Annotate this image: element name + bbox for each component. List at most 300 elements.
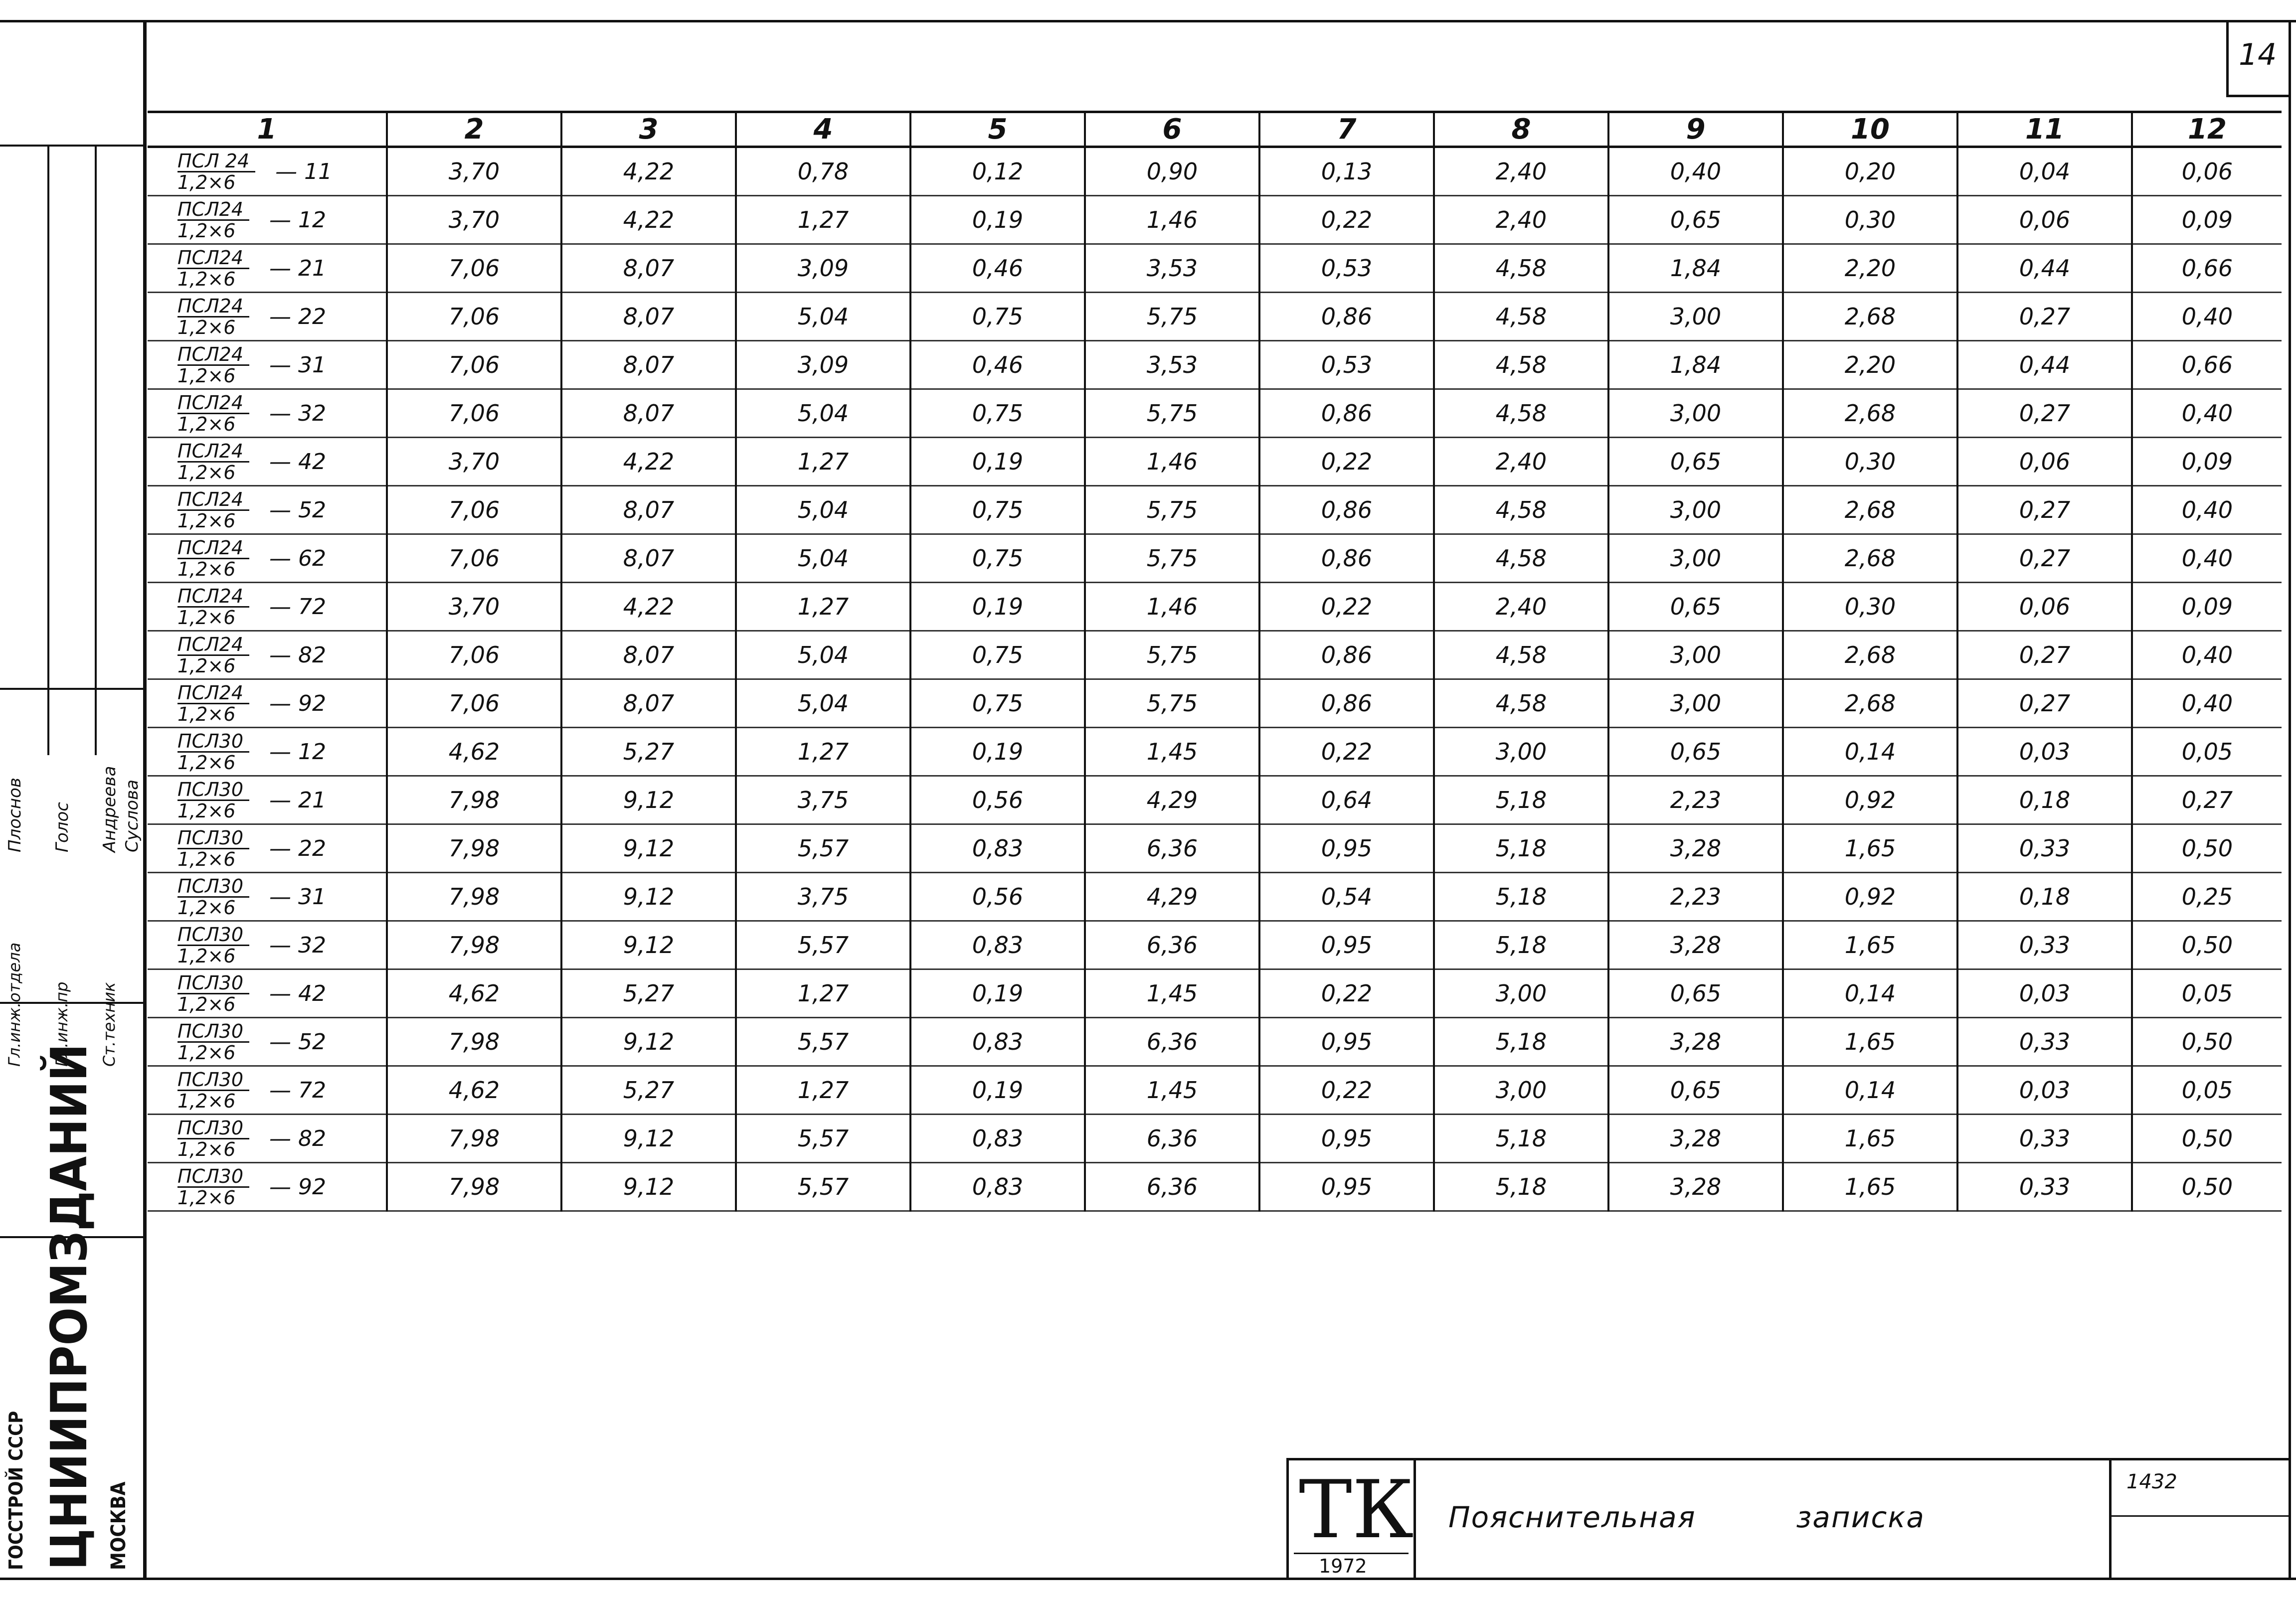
- frame-right-border: [2289, 20, 2291, 1580]
- mark-suffix: — 32: [269, 400, 327, 426]
- mark-label: [148, 780, 386, 821]
- mark-size: 1,2×6: [177, 1186, 236, 1209]
- mark-cell: [148, 921, 387, 969]
- mark-size: 1,2×6: [177, 800, 236, 822]
- value-cell: 3,00: [1434, 969, 1608, 1018]
- mark-type: ПСЛ24: [177, 683, 249, 704]
- value-cell: 0,19: [910, 438, 1085, 486]
- stamp-name-1: Плоснов: [5, 778, 25, 852]
- value-cell: 0,86: [1259, 293, 1434, 341]
- value-cell: 7,98: [387, 873, 561, 921]
- value-cell: 0,86: [1259, 486, 1434, 534]
- mark-label: [148, 635, 386, 676]
- value-cell: 0,46: [910, 341, 1085, 389]
- approval-stamp: [0, 145, 143, 1578]
- mark-suffix: — 92: [269, 1174, 327, 1200]
- value-cell: 7,06: [387, 341, 561, 389]
- value-cell: 4,58: [1434, 631, 1608, 679]
- mark-type: ПСЛ30: [177, 1070, 249, 1091]
- mark-cell: [148, 196, 387, 244]
- value-cell: 2,20: [1783, 244, 1957, 293]
- table-row: [148, 969, 2282, 1018]
- mark-type: ПСЛ24: [177, 296, 249, 318]
- value-cell: 5,57: [736, 921, 910, 969]
- value-cell: 3,75: [736, 873, 910, 921]
- value-cell: 0,40: [2132, 293, 2282, 341]
- mark-fraction: [177, 296, 249, 337]
- mark-type: ПСЛ24: [177, 489, 249, 511]
- mark-label: [148, 393, 386, 434]
- value-cell: 0,75: [910, 389, 1085, 438]
- value-cell: 0,30: [1783, 196, 1957, 244]
- value-cell: 7,06: [387, 679, 561, 728]
- mark-fraction: [177, 683, 249, 724]
- column-header: 4: [736, 112, 910, 147]
- value-cell: 4,58: [1434, 486, 1608, 534]
- mark-fraction: [177, 876, 249, 918]
- value-cell: 0,22: [1259, 1066, 1434, 1115]
- mark-suffix: — 62: [269, 545, 327, 571]
- table-row: [148, 583, 2282, 631]
- value-cell: 8,07: [561, 486, 736, 534]
- value-cell: 4,58: [1434, 534, 1608, 583]
- value-cell: 4,29: [1085, 776, 1259, 824]
- table-row: [148, 824, 2282, 873]
- value-cell: 0,19: [910, 969, 1085, 1018]
- value-cell: 3,70: [387, 438, 561, 486]
- value-cell: 7,98: [387, 921, 561, 969]
- stamp-divider: [0, 688, 143, 690]
- value-cell: 0,95: [1259, 1163, 1434, 1211]
- table-row: [148, 341, 2282, 389]
- value-cell: 0,06: [1957, 196, 2132, 244]
- stamp-divider: [0, 145, 143, 147]
- value-cell: 0,33: [1957, 1115, 2132, 1163]
- value-cell: 0,75: [910, 486, 1085, 534]
- value-cell: 7,06: [387, 244, 561, 293]
- mark-size: 1,2×6: [177, 606, 236, 629]
- value-cell: 0,53: [1259, 244, 1434, 293]
- value-cell: 4,22: [561, 196, 736, 244]
- value-cell: 0,05: [2132, 728, 2282, 776]
- mark-suffix: — 21: [269, 255, 327, 281]
- mark-suffix: — 22: [269, 835, 327, 861]
- value-cell: 5,27: [561, 728, 736, 776]
- series-mark: ТК: [1299, 1463, 1414, 1556]
- value-cell: 0,92: [1783, 873, 1957, 921]
- mark-type: ПСЛ24: [177, 393, 249, 414]
- value-cell: 0,13: [1259, 147, 1434, 196]
- value-cell: 0,86: [1259, 389, 1434, 438]
- value-cell: 3,00: [1608, 631, 1783, 679]
- stamp-name-3: Андреева: [100, 766, 120, 852]
- value-cell: 0,83: [910, 1018, 1085, 1066]
- column-header: 9: [1608, 112, 1783, 147]
- stamp-name-4: Суслова: [122, 780, 142, 852]
- table-row: [148, 244, 2282, 293]
- value-cell: 6,36: [1085, 824, 1259, 873]
- value-cell: 4,62: [387, 728, 561, 776]
- value-cell: 4,58: [1434, 679, 1608, 728]
- value-cell: 5,18: [1434, 921, 1608, 969]
- mark-label: [148, 151, 386, 192]
- value-cell: 0,75: [910, 679, 1085, 728]
- table-row: [148, 486, 2282, 534]
- mark-size: 1,2×6: [177, 945, 236, 967]
- column-header: 10: [1783, 112, 1957, 147]
- value-cell: 4,22: [561, 438, 736, 486]
- mark-label: [148, 683, 386, 724]
- column-header: 8: [1434, 112, 1608, 147]
- value-cell: 0,66: [2132, 244, 2282, 293]
- value-cell: 8,07: [561, 341, 736, 389]
- mark-suffix: — 52: [269, 497, 327, 523]
- frame-left-border: [143, 20, 147, 1580]
- value-cell: 5,18: [1434, 873, 1608, 921]
- value-cell: 0,27: [1957, 486, 2132, 534]
- value-cell: 2,23: [1608, 873, 1783, 921]
- stamp-divider: [47, 145, 49, 755]
- stamp-name-2: Голос: [52, 802, 72, 852]
- value-cell: 0,19: [910, 1066, 1085, 1115]
- value-cell: 1,27: [736, 196, 910, 244]
- mark-fraction: [177, 780, 249, 821]
- mark-fraction: [177, 199, 249, 241]
- value-cell: 9,12: [561, 1018, 736, 1066]
- mark-label: [148, 925, 386, 966]
- stamp-role-3: Ст.техник: [100, 982, 119, 1067]
- value-cell: 1,65: [1783, 1163, 1957, 1211]
- mark-type: ПСЛ30: [177, 1118, 249, 1139]
- mark-cell: [148, 679, 387, 728]
- mark-cell: [148, 1115, 387, 1163]
- table-row: [148, 679, 2282, 728]
- mark-fraction: [177, 925, 249, 966]
- mark-fraction: [177, 973, 249, 1014]
- value-cell: 2,68: [1783, 389, 1957, 438]
- value-cell: 5,18: [1434, 1115, 1608, 1163]
- mark-suffix: — 11: [275, 159, 333, 184]
- value-cell: 5,04: [736, 679, 910, 728]
- mark-cell: [148, 341, 387, 389]
- mark-suffix: — 82: [269, 1125, 327, 1151]
- value-cell: 0,33: [1957, 1163, 2132, 1211]
- value-cell: 5,04: [736, 534, 910, 583]
- value-cell: 0,20: [1783, 147, 1957, 196]
- value-cell: 3,53: [1085, 341, 1259, 389]
- value-cell: 5,75: [1085, 631, 1259, 679]
- mark-suffix: — 42: [269, 980, 327, 1006]
- value-cell: 0,65: [1608, 196, 1783, 244]
- mark-size: 1,2×6: [177, 413, 236, 435]
- mark-label: [148, 731, 386, 773]
- mark-size: 1,2×6: [177, 268, 236, 290]
- value-cell: 0,86: [1259, 679, 1434, 728]
- value-cell: 4,58: [1434, 389, 1608, 438]
- value-cell: 0,06: [1957, 583, 2132, 631]
- value-cell: 0,22: [1259, 438, 1434, 486]
- value-cell: 9,12: [561, 873, 736, 921]
- value-cell: 0,22: [1259, 969, 1434, 1018]
- table-row: [148, 873, 2282, 921]
- mark-size: 1,2×6: [177, 558, 236, 580]
- value-cell: 0,83: [910, 1163, 1085, 1211]
- value-cell: 0,27: [1957, 293, 2132, 341]
- mark-label: [148, 1070, 386, 1111]
- value-cell: 5,04: [736, 389, 910, 438]
- mark-cell: [148, 776, 387, 824]
- column-header: 2: [387, 112, 561, 147]
- value-cell: 6,36: [1085, 921, 1259, 969]
- table-body: [148, 147, 2282, 1211]
- value-cell: 3,28: [1608, 824, 1783, 873]
- value-cell: 0,95: [1259, 1018, 1434, 1066]
- value-cell: 0,50: [2132, 921, 2282, 969]
- value-cell: 0,44: [1957, 341, 2132, 389]
- mark-label: [148, 586, 386, 628]
- mark-label: [148, 1118, 386, 1159]
- value-cell: 0,44: [1957, 244, 2132, 293]
- table-row: [148, 1018, 2282, 1066]
- mark-fraction: [177, 635, 249, 676]
- mark-suffix: — 92: [269, 690, 327, 716]
- table-row: [148, 728, 2282, 776]
- mark-suffix: — 52: [269, 1029, 327, 1055]
- value-cell: 0,18: [1957, 873, 2132, 921]
- value-cell: 3,28: [1608, 1115, 1783, 1163]
- mark-type: ПСЛ24: [177, 586, 249, 608]
- value-cell: 0,27: [1957, 389, 2132, 438]
- value-cell: 4,58: [1434, 341, 1608, 389]
- value-cell: 4,62: [387, 1066, 561, 1115]
- value-cell: 0,40: [2132, 534, 2282, 583]
- value-cell: 1,65: [1783, 921, 1957, 969]
- document-title-word-1: Пояснительная: [1448, 1500, 1696, 1534]
- year-divider: [1294, 1553, 1409, 1554]
- value-cell: 5,57: [736, 824, 910, 873]
- mark-size: 1,2×6: [177, 509, 236, 532]
- value-cell: 9,12: [561, 824, 736, 873]
- table-row: [148, 389, 2282, 438]
- value-cell: 2,20: [1783, 341, 1957, 389]
- mark-cell: [148, 534, 387, 583]
- value-cell: 6,36: [1085, 1018, 1259, 1066]
- mark-suffix: — 42: [269, 449, 327, 475]
- mark-size: 1,2×6: [177, 461, 236, 483]
- mark-fraction: [177, 1070, 249, 1111]
- mark-type: ПСЛ30: [177, 1021, 249, 1043]
- agency-name: ГОССТРОЙ СССР: [5, 1411, 27, 1570]
- mark-type: ПСЛ30: [177, 925, 249, 946]
- value-cell: 0,22: [1259, 583, 1434, 631]
- value-cell: 4,58: [1434, 244, 1608, 293]
- value-cell: 5,27: [561, 1066, 736, 1115]
- mark-fraction: [177, 248, 249, 289]
- value-cell: 0,19: [910, 583, 1085, 631]
- stamp-role-2: Гл.инж.пр: [52, 981, 71, 1067]
- value-cell: 0,50: [2132, 1115, 2282, 1163]
- value-cell: 5,75: [1085, 679, 1259, 728]
- mark-type: ПСЛ30: [177, 780, 249, 801]
- mark-cell: [148, 293, 387, 341]
- value-cell: 0,27: [1957, 679, 2132, 728]
- value-cell: 0,25: [2132, 873, 2282, 921]
- mark-type: ПСЛ30: [177, 973, 249, 994]
- mark-cell: [148, 438, 387, 486]
- value-cell: 0,40: [2132, 679, 2282, 728]
- value-cell: 8,07: [561, 631, 736, 679]
- stamp-divider: [95, 145, 97, 755]
- column-header: 6: [1085, 112, 1259, 147]
- value-cell: 1,46: [1085, 438, 1259, 486]
- mark-cell: [148, 1163, 387, 1211]
- mark-type: ПСЛ30: [177, 731, 249, 753]
- mark-label: [148, 538, 386, 579]
- mark-cell: [148, 389, 387, 438]
- value-cell: 5,75: [1085, 486, 1259, 534]
- mark-suffix: — 31: [269, 352, 327, 378]
- mark-cell: [148, 969, 387, 1018]
- table-row: [148, 776, 2282, 824]
- mark-fraction: [177, 393, 249, 434]
- table-row: [148, 293, 2282, 341]
- value-cell: 8,07: [561, 244, 736, 293]
- value-cell: 2,40: [1434, 583, 1608, 631]
- value-cell: 0,33: [1957, 1018, 2132, 1066]
- mark-suffix: — 12: [269, 207, 327, 233]
- value-cell: 7,98: [387, 776, 561, 824]
- value-cell: 0,83: [910, 1115, 1085, 1163]
- value-cell: 4,22: [561, 147, 736, 196]
- mark-size: 1,2×6: [177, 1138, 236, 1160]
- document-code: 1432: [2126, 1470, 2177, 1493]
- mark-size: 1,2×6: [177, 1041, 236, 1064]
- value-cell: 1,65: [1783, 1115, 1957, 1163]
- table-row: [148, 534, 2282, 583]
- value-cell: 0,56: [910, 873, 1085, 921]
- value-cell: 5,57: [736, 1115, 910, 1163]
- value-cell: 5,04: [736, 486, 910, 534]
- value-cell: 0,14: [1783, 728, 1957, 776]
- value-cell: 0,65: [1608, 969, 1783, 1018]
- value-cell: 0,19: [910, 728, 1085, 776]
- value-cell: 0,05: [2132, 969, 2282, 1018]
- value-cell: 5,04: [736, 631, 910, 679]
- table-row: [148, 631, 2282, 679]
- column-header: 1: [148, 112, 387, 147]
- value-cell: 0,56: [910, 776, 1085, 824]
- mark-cell: [148, 728, 387, 776]
- value-cell: 3,00: [1434, 1066, 1608, 1115]
- mark-fraction: [177, 344, 249, 386]
- value-cell: 7,98: [387, 1163, 561, 1211]
- data-table: [148, 111, 2282, 1212]
- mark-type: ПСЛ24: [177, 441, 249, 463]
- value-cell: 3,09: [736, 341, 910, 389]
- mark-fraction: [177, 1021, 249, 1063]
- value-cell: 6,36: [1085, 1163, 1259, 1211]
- mark-suffix: — 31: [269, 884, 327, 910]
- mark-type: ПСЛ24: [177, 344, 249, 366]
- value-cell: 0,95: [1259, 824, 1434, 873]
- value-cell: 5,04: [736, 293, 910, 341]
- value-cell: 0,50: [2132, 824, 2282, 873]
- mark-type: ПСЛ24: [177, 199, 249, 221]
- value-cell: 5,18: [1434, 776, 1608, 824]
- value-cell: 0,12: [910, 147, 1085, 196]
- mark-label: [148, 199, 386, 241]
- mark-fraction: [177, 1118, 249, 1159]
- table-row: [148, 196, 2282, 244]
- table-row: [148, 921, 2282, 969]
- mark-fraction: [177, 538, 249, 579]
- value-cell: 2,40: [1434, 438, 1608, 486]
- value-cell: 8,07: [561, 389, 736, 438]
- value-cell: 2,68: [1783, 486, 1957, 534]
- mark-size: 1,2×6: [177, 1090, 236, 1112]
- code-divider: [2109, 1515, 2291, 1517]
- value-cell: 0,09: [2132, 438, 2282, 486]
- value-cell: 3,28: [1608, 921, 1783, 969]
- mark-suffix: — 32: [269, 932, 327, 958]
- value-cell: 1,27: [736, 583, 910, 631]
- value-cell: 0,14: [1783, 1066, 1957, 1115]
- value-cell: 0,22: [1259, 196, 1434, 244]
- value-cell: 7,98: [387, 1018, 561, 1066]
- value-cell: 5,18: [1434, 1163, 1608, 1211]
- mark-label: [148, 248, 386, 289]
- value-cell: 0,40: [1608, 147, 1783, 196]
- value-cell: 0,65: [1608, 583, 1783, 631]
- value-cell: 9,12: [561, 921, 736, 969]
- value-cell: 3,53: [1085, 244, 1259, 293]
- value-cell: 7,98: [387, 1115, 561, 1163]
- value-cell: 9,12: [561, 1115, 736, 1163]
- value-cell: 0,95: [1259, 1115, 1434, 1163]
- mark-type: ПСЛ30: [177, 1166, 249, 1188]
- value-cell: 2,68: [1783, 679, 1957, 728]
- value-cell: 0,06: [1957, 438, 2132, 486]
- mark-cell: [148, 824, 387, 873]
- value-cell: 5,18: [1434, 824, 1608, 873]
- value-cell: 7,06: [387, 534, 561, 583]
- value-cell: 3,00: [1608, 293, 1783, 341]
- value-cell: 0,50: [2132, 1163, 2282, 1211]
- column-header: 11: [1957, 112, 2132, 147]
- table-row: [148, 1163, 2282, 1211]
- value-cell: 8,07: [561, 534, 736, 583]
- value-cell: 1,46: [1085, 196, 1259, 244]
- value-cell: 5,57: [736, 1018, 910, 1066]
- stamp-role-1: Гл.инж.отдела: [5, 942, 24, 1067]
- mark-label: [148, 828, 386, 869]
- mark-cell: [148, 244, 387, 293]
- value-cell: 8,07: [561, 679, 736, 728]
- value-cell: 0,04: [1957, 147, 2132, 196]
- value-cell: 0,53: [1259, 341, 1434, 389]
- value-cell: 3,00: [1434, 728, 1608, 776]
- value-cell: 0,06: [2132, 147, 2282, 196]
- value-cell: 2,40: [1434, 196, 1608, 244]
- mark-fraction: [177, 586, 249, 628]
- value-cell: 1,27: [736, 728, 910, 776]
- mark-label: [148, 296, 386, 337]
- value-cell: 0,64: [1259, 776, 1434, 824]
- mark-fraction: [177, 151, 255, 192]
- mark-cell: [148, 486, 387, 534]
- mark-size: 1,2×6: [177, 171, 236, 193]
- value-cell: 0,78: [736, 147, 910, 196]
